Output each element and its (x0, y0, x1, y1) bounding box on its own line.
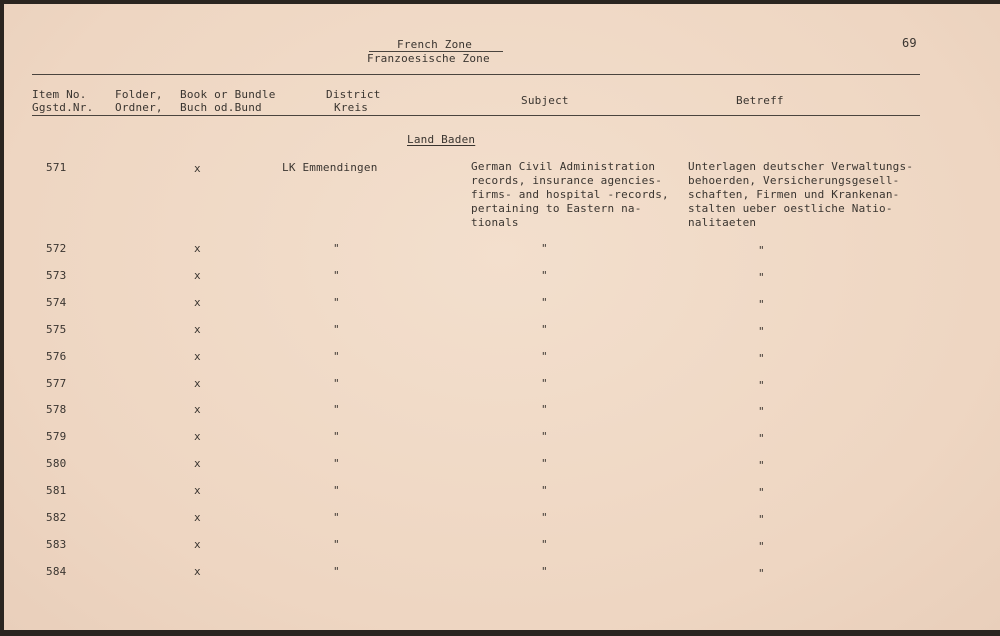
subject-line: pertaining to Eastern na- (471, 202, 642, 215)
ditto-mark: " (541, 538, 548, 551)
ditto-mark: " (541, 323, 548, 336)
ditto-mark: " (758, 379, 765, 392)
ditto-mark: " (758, 432, 765, 445)
ditto-mark: " (541, 403, 548, 416)
col-book-line1: Book or Bundle (180, 88, 276, 101)
col-item-line1: Item No. (32, 88, 87, 101)
district-name: LK Emmendingen (282, 161, 378, 174)
book-mark: x (194, 484, 201, 497)
item-number: 572 (46, 242, 67, 255)
col-district-line2: Kreis (334, 101, 369, 114)
ditto-mark: " (541, 296, 548, 309)
betreff-line: behoerden, Versicherungsgesell- (688, 174, 900, 187)
col-subject: Subject (521, 94, 569, 107)
ditto-mark: " (333, 403, 340, 416)
item-number: 571 (46, 161, 67, 174)
item-number: 580 (46, 457, 67, 470)
item-number: 579 (46, 430, 67, 443)
ditto-mark: " (541, 565, 548, 578)
ditto-mark: " (758, 567, 765, 580)
book-mark: x (194, 403, 201, 416)
col-district-line1: District (326, 88, 381, 101)
ditto-mark: " (541, 457, 548, 470)
page-number: 69 (902, 36, 917, 50)
book-mark: x (194, 430, 201, 443)
ditto-mark: " (541, 484, 548, 497)
item-number: 582 (46, 511, 67, 524)
zone-subtitle: Franzoesische Zone (367, 52, 490, 65)
item-number: 573 (46, 269, 67, 282)
ditto-mark: " (333, 538, 340, 551)
ditto-mark: " (758, 244, 765, 257)
ditto-mark: " (758, 486, 765, 499)
ditto-mark: " (758, 405, 765, 418)
ditto-mark: " (541, 430, 548, 443)
col-item-line2: Ggstd.Nr. (32, 101, 94, 114)
book-mark: x (194, 565, 201, 578)
item-number: 581 (46, 484, 67, 497)
ditto-mark: " (758, 325, 765, 338)
subject-line: German Civil Administration (471, 160, 656, 173)
betreff-line: Unterlagen deutscher Verwaltungs- (688, 160, 914, 173)
ditto-mark: " (541, 269, 548, 282)
book-mark: x (194, 296, 201, 309)
book-mark: x (194, 457, 201, 470)
ditto-mark: " (333, 511, 340, 524)
subject-line: records, insurance agencies- (471, 174, 663, 187)
zone-title: French Zone (397, 38, 473, 51)
col-folder-line2: Ordner, (115, 101, 163, 114)
header-bottom-rule (32, 115, 920, 116)
ditto-mark: " (758, 459, 765, 472)
betreff-line: schaften, Firmen und Krankenan- (688, 188, 900, 201)
ditto-mark: " (333, 377, 340, 390)
section-heading: Land Baden (407, 133, 476, 146)
ditto-mark: " (758, 513, 765, 526)
ditto-mark: " (333, 484, 340, 497)
book-mark: x (194, 377, 201, 390)
ditto-mark: " (758, 540, 765, 553)
ditto-mark: " (541, 350, 548, 363)
ditto-mark: " (758, 298, 765, 311)
item-number: 574 (46, 296, 67, 309)
book-mark: x (194, 269, 201, 282)
ditto-mark: " (333, 296, 340, 309)
item-number: 576 (46, 350, 67, 363)
ditto-mark: " (758, 352, 765, 365)
item-number: 584 (46, 565, 67, 578)
header-top-rule (32, 74, 920, 75)
col-folder-line1: Folder, (115, 88, 163, 101)
document-page (4, 4, 1000, 630)
item-number: 583 (46, 538, 67, 551)
book-mark: x (194, 162, 201, 175)
ditto-mark: " (541, 242, 548, 255)
col-betreff: Betreff (736, 94, 784, 107)
book-mark: x (194, 350, 201, 363)
ditto-mark: " (333, 242, 340, 255)
ditto-mark: " (333, 430, 340, 443)
subject-line: tionals (471, 216, 519, 229)
ditto-mark: " (333, 457, 340, 470)
book-mark: x (194, 538, 201, 551)
book-mark: x (194, 242, 201, 255)
item-number: 575 (46, 323, 67, 336)
item-number: 578 (46, 403, 67, 416)
subject-line: firms- and hospital -records, (471, 188, 669, 201)
ditto-mark: " (333, 269, 340, 282)
ditto-mark: " (333, 323, 340, 336)
item-number: 577 (46, 377, 67, 390)
betreff-line: nalitaeten (688, 216, 757, 229)
col-book-line2: Buch od.Bund (180, 101, 262, 114)
ditto-mark: " (541, 377, 548, 390)
book-mark: x (194, 511, 201, 524)
ditto-mark: " (333, 565, 340, 578)
ditto-mark: " (758, 271, 765, 284)
betreff-line: stalten ueber oestliche Natio- (688, 202, 893, 215)
book-mark: x (194, 323, 201, 336)
ditto-mark: " (333, 350, 340, 363)
ditto-mark: " (541, 511, 548, 524)
